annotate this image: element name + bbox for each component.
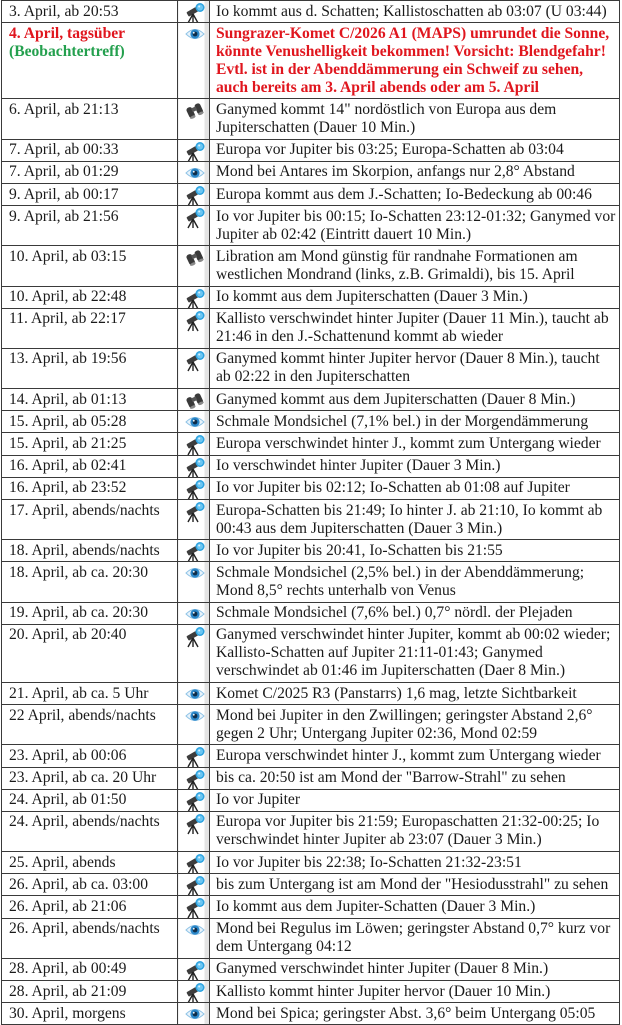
event-description-cell [210,1003,620,1025]
table-row [2,348,620,388]
observation-method-cell [178,682,210,704]
event-description-cell [210,455,620,477]
binoculars-icon [184,246,206,268]
event-description: Io kommt aus dem Jupiter-Schatten (Dauer 3 Min.) [216,898,536,916]
table-row [2,500,620,540]
eye-icon [184,411,206,433]
table-row [2,602,620,624]
telescope-icon [184,141,206,162]
telescope-icon [184,207,206,229]
event-date: 30. April, morgens [9,1004,126,1022]
table-row [2,705,620,745]
event-date-cell [2,99,178,139]
telescope-icon [184,434,206,455]
telescope-icon [184,897,206,918]
event-date-cell [2,981,178,1003]
event-date-cell [2,139,178,161]
observation-method-cell [178,874,210,896]
binoculars-icon [184,99,206,121]
event-date: 19. April, ab ca. 20:30 [9,604,149,622]
table-row [2,562,620,602]
eye-icon [184,919,206,941]
table-row [2,852,620,874]
event-description-cell [210,958,620,980]
event-description-cell [210,477,620,499]
telescope-icon [184,2,206,23]
telescope-icon [184,310,206,332]
event-description-cell [210,1,620,23]
telescope-icon [184,350,206,372]
table-row [2,1003,620,1025]
event-description-cell [210,540,620,562]
observation-method-cell [178,389,210,411]
event-date: 9. April, ab 21:56 [9,207,119,225]
event-date-cell [2,705,178,745]
event-description: Europa-Schatten bis 21:49; Io hinter J. ab 21:10, Io kommt ab 00:43 aus dem Jupiterschatten (Dauer 3 Min.) [216,501,603,537]
observation-method-cell [178,99,210,139]
event-description-cell [210,139,620,161]
event-date-cell [2,286,178,308]
event-description: Io verschwindet hinter Jupiter (Dauer 3 Min.) [216,457,501,475]
event-description: Io vor Jupiter [216,791,301,809]
event-date-cell [2,602,178,624]
event-description-cell [210,852,620,874]
eye-icon [184,683,206,705]
telescope-icon [184,288,206,309]
event-date-cell [2,918,178,958]
table-row [2,206,620,246]
event-date: 28. April, ab 00:49 [9,960,127,978]
observation-method-cell [178,433,210,455]
event-date: 21. April, ab ca. 5 Uhr [9,684,149,702]
event-date: 13. April, ab 19:56 [9,350,127,368]
telescope-icon [184,746,206,767]
event-date: 23. April, ab 00:06 [9,746,127,764]
telescope-icon [184,791,206,812]
event-description: Kallisto verschwindet hinter Jupiter (Dauer 11 Min.), taucht ab 21:46 in den J.-Schattenund kommt ab wieder [216,310,609,346]
event-description-cell [210,789,620,811]
telescope-icon [184,813,206,835]
observation-method-cell [178,789,210,811]
event-description-cell [210,99,620,139]
event-description-cell [210,500,620,540]
event-date-cell [2,433,178,455]
event-description: Schmale Mondsichel (7,6% bel.) 0,7° nördl. der Plejaden [216,604,573,622]
observation-method-cell [178,981,210,1003]
table-row [2,99,620,139]
event-description: Europa kommt aus dem J.-Schatten; Io-Bedeckung ab 00:46 [216,185,592,203]
binoculars-icon [184,389,206,411]
event-date: 7. April, ab 00:33 [9,141,119,159]
event-description: Ganymed kommt 14" nordöstlich von Europa aus dem Jupiterschatten (Dauer 10 Min.) [216,100,557,136]
event-date-cell [2,811,178,851]
event-description: Io kommt aus dem Jupiterschatten (Dauer 3 Min.) [216,288,528,306]
event-date-cell [2,745,178,767]
observation-method-cell [178,811,210,851]
telescope-icon [184,479,206,500]
event-description: Mond bei Spica; geringster Abst. 3,6° beim Untergang 05:05 [216,1004,596,1022]
table-row [2,389,620,411]
events-table-body [2,1,620,1025]
event-description: Mond bei Antares im Skorpion, anfangs nur 2,8° Abstand [216,163,575,181]
event-date-cell [2,767,178,789]
observation-method-cell [178,23,210,99]
event-date: 7. April, ab 01:29 [9,163,119,181]
event-description: Io vor Jupiter bis 20:41, Io-Schatten bis 21:55 [216,541,503,559]
eye-icon [184,1003,206,1025]
event-date: 16. April, ab 23:52 [9,479,127,497]
event-date: 18. April, ab ca. 20:30 [9,563,149,581]
event-date: 26. April, ab ca. 03:00 [9,875,149,893]
event-description-cell [210,348,620,388]
event-description: Ganymed verschwindet hinter Jupiter (Dauer 8 Min.) [216,960,549,978]
table-row [2,477,620,499]
event-date: 24. April, ab 01:50 [9,791,127,809]
table-row [2,308,620,348]
event-description: Schmale Mondsichel (2,5% bel.) in der Abenddämmerung; Mond 8,5° rechts unterhalb von Venus [216,563,585,599]
event-date-cell [2,161,178,183]
event-description-cell [210,705,620,745]
eye-icon [184,23,206,45]
event-description: Komet C/2025 R3 (Panstarrs) 1,6 mag, letzte Sichtbarkeit [216,684,577,702]
event-description: Ganymed kommt hinter Jupiter hervor (Dauer 8 Min.), taucht ab 02:22 in den Jupiterschatten [216,350,600,386]
event-date: 15. April, ab 05:28 [9,412,127,430]
observation-method-cell [178,624,210,682]
observation-method-cell [178,1,210,23]
observation-method-cell [178,540,210,562]
event-date-cell [2,682,178,704]
event-note: (Beobachtertreff) [9,42,125,60]
table-row [2,918,620,958]
event-description-cell [210,183,620,205]
eye-icon [184,562,206,584]
event-description-cell [210,918,620,958]
event-date: 14. April, ab 01:13 [9,390,127,408]
observation-method-cell [178,139,210,161]
observation-method-cell [178,562,210,602]
event-date: 10. April, ab 03:15 [9,247,127,265]
event-description-cell [210,874,620,896]
event-date-cell [2,874,178,896]
observation-method-cell [178,958,210,980]
event-description-cell [210,411,620,433]
event-description: bis zum Untergang ist am Mond der "Hesiodusstrahl" zu sehen [216,875,609,893]
event-description-cell [210,745,620,767]
event-date-cell [2,624,178,682]
event-description: Mond bei Regulus im Löwen; geringster Abstand 0,7° kurz vor dem Untergang 04:12 [216,920,611,956]
observation-method-cell [178,852,210,874]
event-date-cell [2,1003,178,1025]
table-row [2,286,620,308]
observation-method-cell [178,918,210,958]
table-row [2,811,620,851]
event-date: 24. April, abends/nachts [9,813,160,831]
event-date: 23. April, ab ca. 20 Uhr [9,769,157,787]
event-description: Ganymed verschwindet hinter Jupiter, kommt ab 00:02 wieder; Kallisto-Schatten auf Jupiter 21:11-01:43; Ganymed verschwindet ab 01:46 im Jupiterschatten (Daer 8 Min.) [216,626,611,680]
observation-method-cell [178,745,210,767]
observation-method-cell [178,705,210,745]
table-row [2,411,620,433]
telescope-icon [184,769,206,790]
telescope-icon [184,185,206,206]
event-description: Io vor Jupiter bis 00:15; Io-Schatten 23:12-01:32; Ganymed vor Jupiter ab 02:42 (Eintritt dauert 10 Min.) [216,207,616,243]
observation-method-cell [178,308,210,348]
observation-method-cell [178,767,210,789]
event-date: 16. April, ab 02:41 [9,457,127,475]
table-row [2,789,620,811]
event-date: 3. April, ab 20:53 [9,2,119,20]
table-row [2,624,620,682]
table-row [2,896,620,918]
event-date: 20. April, ab 20:40 [9,626,127,644]
event-description-cell [210,389,620,411]
observation-method-cell [178,286,210,308]
event-date: 11. April, ab 22:17 [9,310,126,328]
telescope-icon [184,853,206,874]
event-description: Io vor Jupiter bis 22:38; Io-Schatten 21:32-23:51 [216,853,522,871]
eye-icon [184,162,206,184]
event-date: 26. April, abends/nachts [9,920,160,938]
event-date: 25. April, abends [9,853,116,871]
event-description-cell [210,624,620,682]
table-row [2,23,620,99]
event-description: Sungrazer-Komet C/2026 A1 (MAPS) umrundet die Sonne, könnte Venushelligkeit bekommen! Vorsicht: Blendgefahr! Evtl. ist in der Abenddämmerung ein Schweif zu sehen, auch bereits am 3. April abends oder am 5. April [216,24,610,96]
event-description-cell [210,286,620,308]
event-date-cell [2,308,178,348]
event-date: 17. April, abends/nachts [9,501,160,519]
event-date-cell [2,23,178,99]
telescope-icon [184,960,206,981]
observation-method-cell [178,161,210,183]
table-row [2,1,620,23]
event-date-cell [2,958,178,980]
event-description-cell [210,308,620,348]
telescope-icon [184,457,206,478]
event-date-cell [2,389,178,411]
eye-icon [184,705,206,727]
event-description: Libration am Mond günstig für randnahe Formationen am westlichen Mondrand (links, z.B. Grimaldi), bis 15. April [216,247,578,283]
event-date-cell [2,896,178,918]
observation-method-cell [178,1003,210,1025]
observation-method-cell [178,500,210,540]
observation-method-cell [178,183,210,205]
eye-icon [184,603,206,625]
astronomy-events-table [1,0,620,1025]
table-row [2,745,620,767]
telescope-icon [184,541,206,562]
observation-method-cell [178,246,210,286]
event-date-cell [2,348,178,388]
event-description-cell [210,206,620,246]
event-description: Kallisto kommt hinter Jupiter hervor (Dauer 10 Min.) [216,982,551,1000]
event-date-cell [2,411,178,433]
observation-method-cell [178,411,210,433]
event-date-cell [2,477,178,499]
event-description-cell [210,767,620,789]
event-description: Europa verschwindet hinter J., kommt zum Untergang wieder [216,746,601,764]
telescope-icon [184,501,206,523]
table-row [2,874,620,896]
event-date-cell [2,852,178,874]
event-description-cell [210,23,620,99]
event-description: Ganymed kommt aus dem Jupiterschatten (Dauer 8 Min.) [216,390,576,408]
table-row [2,981,620,1003]
event-date-cell [2,540,178,562]
event-date: 4. April, tagsüber [9,24,126,42]
table-row [2,682,620,704]
telescope-icon [184,626,206,648]
event-description-cell [210,562,620,602]
event-description-cell [210,161,620,183]
observation-method-cell [178,896,210,918]
event-date: 18. April, abends/nachts [9,541,160,559]
event-description: Mond bei Jupiter in den Zwillingen; geringster Abstand 2,6° gegen 2 Uhr; Untergang Jupiter 02:36, Mond 02:59 [216,706,593,742]
table-row [2,958,620,980]
event-date: 15. April, ab 21:25 [9,435,127,453]
event-description-cell [210,246,620,286]
event-description: Io vor Jupiter bis 02:12; Io-Schatten ab 01:08 auf Jupiter [216,479,570,497]
event-date-cell [2,562,178,602]
event-date: 10. April, ab 22:48 [9,288,127,306]
observation-method-cell [178,206,210,246]
event-date-cell [2,183,178,205]
event-description-cell [210,981,620,1003]
event-description-cell [210,682,620,704]
event-description: Europa vor Jupiter bis 03:25; Europa-Schatten ab 03:04 [216,141,564,159]
telescope-icon [184,875,206,896]
table-row [2,455,620,477]
table-row [2,139,620,161]
observation-method-cell [178,455,210,477]
event-date: 6. April, ab 21:13 [9,100,119,118]
event-description: Europa vor Jupiter bis 21:59; Europaschatten 21:32-00:25; Io verschwindet hinter Jupiter ab 23:07 (Dauer 3 Min.) [216,813,600,849]
telescope-icon [184,982,206,1003]
table-row [2,183,620,205]
event-date-cell [2,246,178,286]
event-description: bis ca. 20:50 ist am Mond der "Barrow-Strahl" zu sehen [216,769,566,787]
event-date: 22 April, abends/nachts [9,706,156,724]
table-row [2,433,620,455]
event-description-cell [210,602,620,624]
event-description: Schmale Mondsichel (7,1% bel.) in der Morgendämmerung [216,412,589,430]
event-date: 9. April, ab 00:17 [9,185,119,203]
event-description: Europa verschwindet hinter J., kommt zum Untergang wieder [216,435,601,453]
event-date-cell [2,206,178,246]
event-description-cell [210,433,620,455]
event-description-cell [210,811,620,851]
event-date-cell [2,789,178,811]
observation-method-cell [178,602,210,624]
table-row [2,161,620,183]
event-date: 28. April, ab 21:09 [9,982,127,1000]
event-date-cell [2,500,178,540]
observation-method-cell [178,477,210,499]
table-row [2,540,620,562]
event-description: Io kommt aus d. Schatten; Kallistoschatten ab 03:07 (U 03:44) [216,2,607,20]
table-row [2,767,620,789]
observation-method-cell [178,348,210,388]
event-date-cell [2,455,178,477]
event-date-cell [2,1,178,23]
table-row [2,246,620,286]
event-date: 26. April, ab 21:06 [9,898,127,916]
event-description-cell [210,896,620,918]
